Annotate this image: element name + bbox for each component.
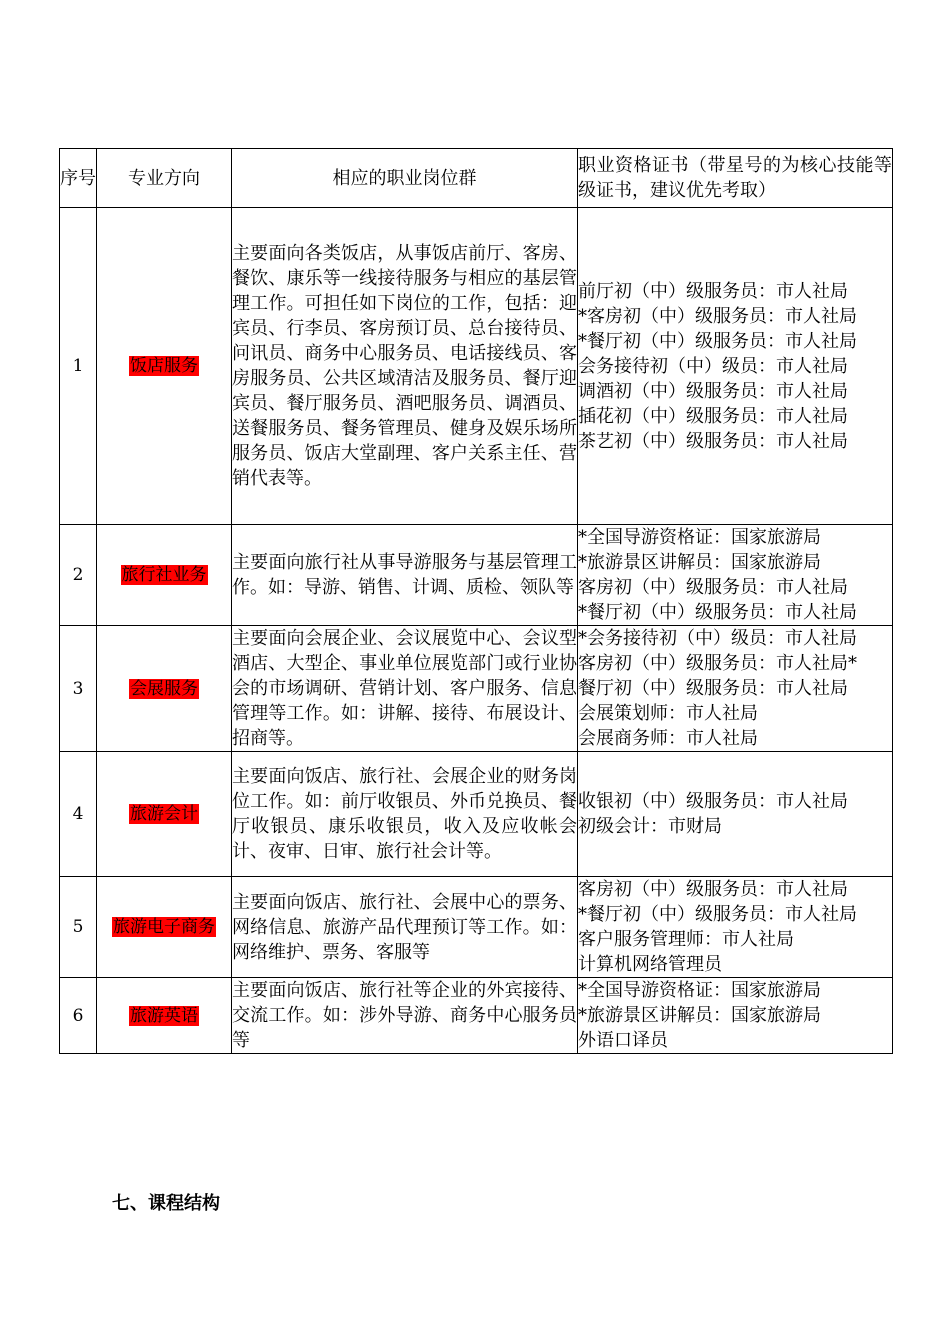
direction-cell bbox=[97, 752, 232, 877]
certificate-item: 前厅初（中）级服务员：市人社局 bbox=[578, 280, 848, 302]
table-row bbox=[60, 208, 893, 525]
certificate-item: *全国导游资格证：国家旅游局 bbox=[578, 527, 821, 548]
certificate-item: *旅游景区讲解员：国家旅游局 bbox=[578, 552, 821, 573]
direction-cell bbox=[97, 978, 232, 1054]
positions-cell bbox=[232, 978, 578, 1054]
positions-text: 主要面向饭店、旅行社、会展企业的财务岗位工作。如：前厅收银员、外币兑换员、餐厅收银员、康乐收银员，收入及应收帐会计、夜审、日审、旅行社会计等。 bbox=[232, 766, 577, 862]
positions-text: 主要面向饭店、旅行社等企业的外宾接待、交流工作。如：涉外导游、商务中心服务员等 bbox=[232, 980, 577, 1051]
table-row bbox=[60, 752, 893, 877]
certificate-item: 收银初（中）级服务员：市人社局 bbox=[578, 791, 848, 812]
direction-label: 旅游电子商务 bbox=[113, 917, 215, 937]
direction-label: 旅游英语 bbox=[130, 1005, 198, 1026]
certificate-item: 客房初（中）级服务员：市人社局* bbox=[578, 653, 857, 674]
certificate-item: *全国导游资格证：国家旅游局 bbox=[578, 980, 821, 1001]
certificate-item: *餐厅初（中）级服务员：市人社局 bbox=[578, 330, 857, 352]
positions-cell bbox=[232, 208, 578, 525]
positions-cell bbox=[232, 877, 578, 978]
certificate-item: 客户服务管理师：市人社局 bbox=[578, 929, 794, 950]
certificates-cell bbox=[578, 626, 893, 752]
table-row bbox=[60, 626, 893, 752]
positions-text: 主要面向旅行社从事导游服务与基层管理工作。如：导游、销售、计调、质检、领队等 bbox=[232, 552, 577, 598]
certificate-item: 初级会计：市财局 bbox=[578, 816, 722, 837]
certificate-item: 客房初（中）级服务员：市人社局 bbox=[578, 879, 848, 900]
certificate-item: 会展商务师：市人社局 bbox=[578, 728, 758, 749]
certificates-cell bbox=[578, 208, 893, 525]
professional-directions-table bbox=[59, 148, 893, 1054]
row-number: 6 bbox=[60, 978, 97, 1054]
table-row bbox=[60, 978, 893, 1054]
row-number: 4 bbox=[60, 752, 97, 877]
table-row bbox=[60, 877, 893, 978]
header-positions: 相应的职业岗位群 bbox=[232, 149, 578, 208]
certificate-item: *餐厅初（中）级服务员：市人社局 bbox=[578, 904, 857, 925]
certificates-cell bbox=[578, 752, 893, 877]
table-header-row bbox=[60, 149, 893, 208]
direction-label: 旅游会计 bbox=[130, 804, 198, 824]
direction-cell bbox=[97, 525, 232, 626]
header-direction: 专业方向 bbox=[97, 149, 232, 208]
section-heading: 七、课程结构 bbox=[112, 1193, 220, 1214]
certificate-item: 茶艺初（中）级服务员：市人社局 bbox=[578, 430, 848, 452]
certificate-item: 调酒初（中）级服务员：市人社局 bbox=[578, 380, 848, 402]
certificate-item: *旅游景区讲解员：国家旅游局 bbox=[578, 1005, 821, 1026]
direction-cell bbox=[97, 208, 232, 525]
certificate-item: *客房初（中）级服务员：市人社局 bbox=[578, 305, 857, 327]
positions-text: 主要面向会展企业、会议展览中心、会议型酒店、大型企、事业单位展览部门或行业协会的市场调研、营销计划、客户服务、信息管理等工作。如：讲解、接待、布展设计、招商等。 bbox=[232, 628, 577, 749]
row-number: 1 bbox=[60, 208, 97, 525]
certificate-item: 会务接待初（中）级员：市人社局 bbox=[578, 355, 848, 377]
direction-label: 会展服务 bbox=[130, 678, 198, 699]
row-number: 2 bbox=[60, 525, 97, 626]
positions-cell bbox=[232, 752, 578, 877]
direction-label: 饭店服务 bbox=[130, 356, 198, 376]
certificates-cell bbox=[578, 877, 893, 978]
certificate-item: 外语口译员 bbox=[578, 1030, 668, 1051]
direction-cell bbox=[97, 626, 232, 752]
direction-label: 旅行社业务 bbox=[121, 565, 207, 585]
certificates-cell bbox=[578, 525, 893, 626]
certificates-cell bbox=[578, 978, 893, 1054]
certificate-item: 会展策划师：市人社局 bbox=[578, 703, 758, 724]
certificate-item: 客房初（中）级服务员：市人社局 bbox=[578, 577, 848, 598]
positions-text: 主要面向各类饭店，从事饭店前厅、客房、餐饮、康乐等一线接待服务与相应的基层管理工作。可担任如下岗位的工作，包括：迎宾员、行李员、客房预订员、总台接待员、问讯员、商务中心服务员、电话接线员、客房服务员、公共区域清洁及服务员、餐厅迎宾员、餐厅服务员、酒吧服务员、调酒员、送餐服务员、餐务管理员、健身及娱乐场所服务员、饭店大堂副理、客户关系主任、营销代表等。 bbox=[232, 243, 577, 489]
certificate-item: *会务接待初（中）级员：市人社局 bbox=[578, 628, 857, 649]
positions-cell bbox=[232, 626, 578, 752]
positions-cell bbox=[232, 525, 578, 626]
certificate-item: *餐厅初（中）级服务员：市人社局 bbox=[578, 602, 857, 623]
direction-cell bbox=[97, 877, 232, 978]
row-number: 5 bbox=[60, 877, 97, 978]
row-number: 3 bbox=[60, 626, 97, 752]
header-certificates: 职业资格证书（带星号的为核心技能等级证书，建议优先考取） bbox=[578, 149, 893, 208]
certificate-item: 餐厅初（中）级服务员：市人社局 bbox=[578, 678, 848, 699]
table-row bbox=[60, 525, 893, 626]
header-seq: 序号 bbox=[60, 149, 97, 208]
certificate-item: 计算机网络管理员 bbox=[578, 954, 722, 975]
certificate-item: 插花初（中）级服务员：市人社局 bbox=[578, 405, 848, 427]
positions-text: 主要面向饭店、旅行社、会展中心的票务、网络信息、旅游产品代理预订等工作。如：网络维护、票务、客服等 bbox=[232, 891, 577, 963]
